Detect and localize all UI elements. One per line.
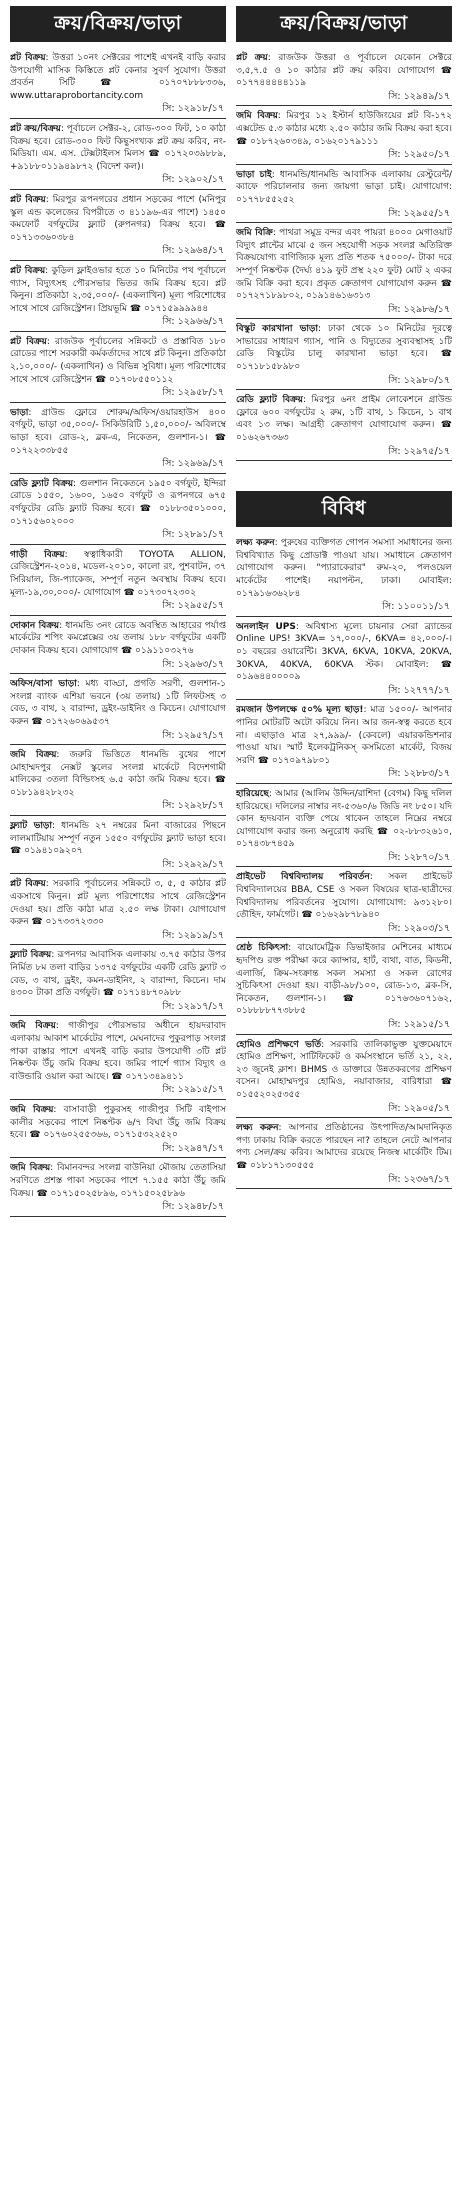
ad-body: : সরকারি তালিকাভুক্ত যুক্তমেয়াদে হোমিও প্রশিক্ষণ, সাটিফিকেট ও কর্মসংস্থানে ভর্তি ২১, ২২, ২৩ জুনেই ক্লাশ। BHMS ও ডাক্তারে উন্নতকরণের প্রশিক্ষণ বসেন। মোহাম্মদপুর হোমিও, নয়াবাজার, বারিধারা ☎ ০১৫৫২০২৫৩৫৫ [236,1039,452,1100]
ad-body: : রূপনগর আবাসিক এলাকায় ৩.৭৫ কাঠার উপর নির্মিত ৮ম তলা বাড়ির ১৩৭৫ বর্গফুটের একটি রেডি ফ্ল্যাট ৩ বেড, ৩ বাথ, ড্রইং, কমন-ডাইনিং, ২ বারান্দা, কিচেন। দাম ৪৩০০ টাকা প্রতি বর্গফুট। ☎ ০১৭১৪৮৭০৯৮৮ [10,950,226,999]
left-column [10,6,226,2184]
classified-ad [236,319,452,390]
left-ads-list [10,48,226,1217]
ad-body: : মিরপুর ১২ ইস্টার্ন হাউজিংয়ের প্লট বি-১৭২ এক্সটেন্ড ৫.৩ কাঠার মধ্যে ২.৫০ কাঠার জমি বিক্রয় করা হবে। ☎ ০১৮৭২৬০৩৪৯, ০১৬২০১৭৯১১১ [236,111,452,147]
ad-body: : ধানমন্ডি ৩নং রোডে অবস্থিত আহারের পর্যাপ্ত মার্কেটের শপিং কমপ্লেক্সের ৩য় তলায় ১৮৮ বর্গফুটের একটি দোকান বিক্রয় হবে। যোগাযোগ ☎ ০১৯১১০৩২৭৬ [10,620,226,656]
ad-reference-code: সি: ১২৯৫০/১৭ [236,148,452,165]
classified-ad [236,223,452,319]
ad-reference-code: সি: ১২৯১৮/১৭ [10,102,226,119]
ad-body: : পুরুষের ব্যক্তিগত গোপন সমস্যা সমাধানের জন্য বিশ্ববিখ্যাত কিছু প্রোডাক্ট পাওয়া যায়। সমাধানে ক্রেতাগণ যোগাযোগ করুন। "প্যারাকেরার" রুম-২০, পলওয়েল মার্কেটের পাশেই। নয়াপল্টন, ঢাকা। মোবাইল: ০১৭৯১৬৩৬২৮৪ [236,538,452,599]
ad-body: : স্বত্বাধিকারী TOYOTA ALLION, রেজিস্ট্রেশন-২০১৪, মডেল-২০১০, কালো রং, পুশবাটন, ৩৭ সিরিয়াল, জি-প্যাকেজ, সম্পূর্ণ নতুন অবস্থায় বিক্রয় হবে। মূল্য-১৯,৩০,০০০/- যোগাযোগ ☎ ০১৭৩০৭২৩০২ [10,549,226,598]
ad-reference-code: সি: ১২৯০৩/১৭ [236,922,452,939]
ad-headline: রেডি ফ্ল্যাট বিক্রয় [10,478,74,489]
ad-headline: লক্ষ্য করুন [236,1123,279,1134]
classified-ad [10,1158,226,1216]
classified-ad [10,745,226,816]
ad-headline: অনলাইন UPS [236,621,296,632]
ad-reference-code: সি: ১২৯৬৬/১৭ [10,315,226,332]
ad-body: : রাজউক উত্তরা ও পূর্বাচলে যেকোন সেক্টরে ৩,৫,৭.৫ ও ১০ কাঠার প্লট ক্রয় করিব। যোগাযোগ ☎ ০১৭৭৪৪৪৪৪১১৯ [236,53,452,89]
ad-body: : আমার (আলিম উদ্দিন/রাশিদা (বেগম) কিছু দলিল হারিয়েছে। দলিলের নাম্বার নং-৫৩৬০/৬ জিডি নং ৮৫০। যদি কোন হৃদয়বান ব্যক্তি পেয়ে থাকেন তাহলে নিম্নের নম্বরে যোগাযোগ করার জন্য অনুরোধ করছি ☎ ০২-৮৮৩২৬১০, ০১৭৪৩৮৭৪৫৯ [236,788,452,850]
ad-body: : বায়োমেট্রিক ডিভাইজার মেশিনের মাধ্যমে হৃদপিণ্ড রক্ত পরীক্ষা করে ক্যান্সার, হার্ট, ব্যথা, বাত, কিডনী, এলার্জি, ক্রিম-সংক্রান্ত সকল সমস্যা ও সকল রোগের সুচিকিৎসা দেওয়া হয়। বাড়ী-৯৮/১০০, রোড-১৩, ব্লক-সি, নিকেতন, গুলশান-১। ☎ ০১৭৬৩৬০৭১৬২, ০১৮৮৮৮৭৭৩৮৮৫ [236,943,452,1017]
ad-reference-code: সি: ১২৯১৭/১৭ [10,1000,226,1017]
ad-headline: প্লট বিক্রয় [10,53,46,63]
ad-body: : মিরপুর ৬নং প্রাইম লোকেশনে গ্রাউন্ড ফ্লোরে ৬০০ বর্গফুটের ২ রুম, ১টি বাথ, ১ কিচেন, ১ বাথ এবং ১৩ লক্ষ। আগ্রহী ক্রেতাগণ যোগাযোগ করুন। ☎ ০১৬২৬৭৩৬৩ [236,395,452,444]
classified-ad [10,616,226,674]
ad-reference-code: সি: ১২৭৭৭/১৭ [236,684,452,701]
ad-headline: জমি বিক্রয় [10,1021,56,1032]
ad-headline: জমি বিক্রয় [10,1163,51,1174]
ad-body: : জরুরি ভিত্তিতে ধানমন্ডি বুথের পাশে মোহাম্মদপুর নেক্সট স্কুলের সংলগ্ন মার্কেটে বিদেশগামী মালিকের ৩তলা বিল্ডিংসহ ৬.৫ কাঠা জমি বিক্রয় হবে। ☎ ০১৮১৯৪২৮২৩২ [10,750,226,798]
classified-ad [236,784,452,868]
ad-body: : পাথরা সমুদ্র বন্দর এবং পায়রা ৪০০০ মেগাওয়াট বিদ্যুৎ প্লান্টের মাঝে ৫ জন সহযোগী সড়ক সংলগ্ন অতিরিক্ত বিক্রয়যোগ্য বাণিজ্যিক মূল্য প্রতি শতক ৭৫০০০/- টাকা দরে সম্পূর্ণ নিষ্কণ্টক (দৈর্ঘ্য ৪১৯ ফুট প্রস্থ ২২০ ফুট) মোট ২ একর জমি বিক্রি করা হবে। প্রকৃত ক্রেতাগণ যোগাযোগ করুন ☎ ০১৭২৭১৮৯৮০২, ০১৯১৪৬১৬৩১৩ [236,228,452,302]
ad-body: : মধ্য বাড্ডা, প্রগতি সরণী, গুলশান-১ সংলগ্ন ব্যাংক এশিয়া ভবনে (৩য় তলায়) ১টি লিফটসহ ৩ বেড, ৩ বাথ, ২ বারান্দা, ড্রইং-ডাইনিং ও কিচেন। যোগাযোগ করুন ☎ ০১৭২৬০৬৯৫৩৭ [10,679,226,727]
ad-reference-code: সি: ১২৯২৯/১৭ [10,858,226,875]
ad-headline: প্লট বিক্রয় [10,194,46,205]
classified-ad [236,700,452,784]
ad-reference-code: সি: ১২৯৪৯/১৭ [236,90,452,107]
ad-body: : বিমানবন্দর সংলগ্ন বাউনিয়া মৌজায় তেতাসিয়া সরণিতে প্রশস্ত পাকা সড়কের পাশে ৭.১৫৫ কাঠা উঁচু জমি বিক্রয়। ☎ ০১৭১৫০২৫৮৯৬, ০১৭১৫০২৫৮৯৬ [10,1163,226,1199]
ad-reference-code: সি: ১২৯১৫/১৭ [236,1018,452,1035]
ad-reference-code: সি: ১২৯৬৩/১৭ [10,658,226,675]
classified-ad [10,403,226,474]
ad-reference-code: সি: ১২৯৫৫/১৭ [236,207,452,224]
ad-headline: ফ্ল্যাট ভাড়া [10,821,52,832]
ad-headline: ভাড়া চাই [236,169,272,180]
ad-reference-code: সি: ১২৮৯১/১৭ [10,528,226,545]
section-header-buy-sell-rent: ক্রয়/বিক্রয়/ভাড়া [10,6,226,42]
classified-ad [10,1100,226,1158]
ad-body: : মাত্র ১৫০০/- আপনার পানির মোটরটি অটো করিয়ে নিন। আর জন-স্বত্ব করতে হবে না। এছাড়াও মাত্র ২৭,৯৯৯/- (কেবলে) এয়ারকন্ডিশনার পাওয়া যায়। স্মার্ট ইলেকট্রনিকস্ কসমিতো মার্কেট, বিজয় সরণি ☎ ০১৭০৯৭৯৮০১ [236,705,452,766]
ad-headline: জমি বিক্রয় [236,111,278,122]
ad-body: : সকল প্রাইভেট বিশ্ববিদ্যালয়ের BBA, CSE ও সকল বিষয়ের ছাত্র-ছাত্রীদের বিশ্ববিদ্যালয় পরিবর্তনের সুযোগ। যোগাযোগ: ৯৩১২৮০। তৌহিদ, ফার্মগেট। ☎ ০১৬২৯৮৭৮৯৪০ [236,872,452,921]
ad-headline: জমি বিক্রয় [10,750,57,761]
ad-body: : রাজউক পূর্বাচলের সন্নিকটে ও প্রস্তাবিত ১৮০ রোডের পাশে সরকারী কর্মকর্তাদের সাথে প্লট কিনুন। প্রতিকাঠা ২,১০,০০০/- (একলাখিন) ও বিভিন্ন সুবিধা। মূল্য পরিশোধের সাথে সাথে রেজিস্ট্রেশন ☎ ০১৭০৮৫৫০১১২ [10,336,226,385]
ad-body: : উত্তরা ১০নং সেক্টরের পাশেই এখনই বাড়ি করার উপযোগী মাসিক কিস্তিতে প্লট কেনার সুবর্ণ সুযোগ। উত্তরা প্রবর্তন সিটি ☎ ০১৭০৭৮৮৮৩৩৬, www.uttaraprobortancity.com [10,53,226,101]
ad-body: : আপনার প্রতিষ্ঠানের উৎপাদিত/আমদানিকৃত পণ্য ঢাকায় বিক্রি করতে পারছেন না? তাহলে নেটে আপনার পণ্য সেল/ক্রয় করিব। আমাদের রয়েছে নিজস্ব মার্কেটিং টিম। ☎ ০১৮১৭১৩০৫৫৫ [236,1123,452,1171]
ad-reference-code: সি: ১২৯৬৪/১৭ [10,244,226,261]
ad-body: : অবিশ্বাস্য মূল্যে চায়নার সেরা ব্র্যান্ডের Online UPS! 3KVA= ১৭,০০০/-, 6KVA= ৪২,০০০/-। ০১ বছরের ওয়ারেন্টি। 3KVA, 6KVA, 10KVA, 20KVA, 30KVA, 40KVA, 60KVA স্টক। মোবাইল: ☎ ০১৯৬৪৪০০০০৯ [236,621,452,683]
ad-reference-code: সি: ১২৯৪৭/১৭ [10,1142,226,1159]
ad-body: : পূর্বাচলে সেক্টর-২, রোড-৩০০ ফিট, ১০ কাঠা বিক্রয় হবে। রোড-৩০০ ফিট কিছুসংখ্যক প্লট ক্রয় করিব, নং-মিডিয়া। এম. এস. টেক্সটাইলস মিলস ☎ ০১৭২০৩৯৮৮৯, +৯১৮৮০১১৯৪৯৮৭২ (বিদেশ কল)। [10,123,226,172]
classified-ad [10,874,226,945]
classified-ad [10,674,226,745]
ad-reference-code: সি: ১২৯৬৯/১৭ [10,457,226,474]
classified-ad [236,533,452,617]
ad-headline: হারিয়েছে [236,788,269,799]
ad-headline: প্লট বিক্রয় [10,265,46,276]
ad-headline: বিস্কুট কারখানা ভাড়া [236,324,319,335]
classified-ad [10,261,226,332]
section-gap [236,461,452,491]
ad-reference-code: সি: ১১০০১১/১৭ [236,600,452,617]
ad-body: : ধানমন্ডি ২৭ নম্বরের মিনা বাজারের পিছনে লালমাটিয়ায় সম্পূর্ণ নতুন ১৫৫০ বর্গফুটের ফ্ল্যাট ভাড়া হবে। ☎ ০১৯৪১০৯২০৭ [10,821,226,857]
classified-ad [10,545,226,616]
ad-headline: গাড়ী বিক্রয় [10,549,65,560]
ad-reference-code: সি: ১২৯৫৭/১৭ [10,729,226,746]
classified-ad [10,48,226,119]
ad-headline: হোমিও প্রশিক্ষণে ভর্তি [236,1039,322,1050]
classified-ad [236,1035,452,1119]
classified-ad [10,816,226,874]
ad-body: : গ্রাউন্ড ফ্লোরে শোরুম/অফিস/ওয়ারহাউস ৪০০ বর্গফুট, ভাড়া ৩৫,০০০/- সিকিউরিটি ১,৫০,০০০/- অবিলম্বে ভাড়া হবে। রোড-২, ব্লক-এ, নিকেতন, গুলশান-১। ☎ ০১৭২২৩৩৮৫৫ [10,407,226,456]
ad-reference-code: সি: ১২৯৮০/১৭ [236,374,452,391]
ad-reference-code: সি: ১২৯২৮/১৭ [10,799,226,816]
ad-body: : গুলশান নিকেতনে ১৯৫০ বর্গফুট, ইন্দিরা রোডে ১৫৫০, ১৬০০, ১৬৫০ বর্গফুট ও রূপনগরে ৬৭৫ বর্গফুটের রেডি ফ্ল্যাট বিক্রয় হবে। ☎ ০১৮৮৩৫০১০০০, ০১৭১৫৬০২০০০ [10,478,226,527]
ad-reference-code: সি: ১২৯১৯/১৭ [10,929,226,946]
ad-reference-code: সি: ১২৯৭৫/১৭ [236,445,452,462]
classified-ad [236,867,452,938]
right-column [236,6,452,2184]
ad-body: : ধানমন্ডি/ধানমন্ডি আবাসিক এলাকায় রেস্টুরেন্ট/ক্যাফে পরিচালনার জন্য জায়গা ভাড়া চাই। যোগাযোগ: ০১৭৭৮৫৫২৫২ [236,169,452,205]
ad-headline: শ্রেষ্ঠ চিকিৎসা [236,943,289,954]
ad-headline: ভাড়া [10,407,29,418]
ad-reference-code: সি: ১২৯৫৮/১৭ [10,386,226,403]
classified-ad [236,48,452,106]
ad-headline: প্রাইভেট বিশ্ববিদ্যালয় পরিবর্তন [236,872,370,883]
ad-reference-code: সি: ১২৯৮৬/১৭ [236,303,452,320]
ad-headline: প্লট বিক্রয় [10,879,46,890]
classified-ad [10,332,226,403]
ad-headline: অফিস/বাসা ভাড়া [10,679,77,690]
ad-headline: প্লট বিক্রয় [10,336,47,347]
classified-ad [236,165,452,223]
ad-reference-code: সি: ১২৯৪৮/১৭ [10,1200,226,1217]
ad-body: : সরকারি পূর্বাচলের সন্নিকটে ৩, ৫, ৫ কাঠার প্লট একসাথে কিনুন। প্লট মূল্য পরিশোধের সাথে রেজিস্ট্রেশন দেওয়া হয়। প্রতি কাঠা মাত্র ২.৫০ লক্ষ টাকা। যোগাযোগ করুন ☎ ০১৭৩৩৭২৩৩০ [10,879,226,928]
ad-headline: রমজান উপলক্ষে ৫০% মূল্য ছাড়! [236,705,364,716]
misc-ads-list [236,533,452,1189]
ad-reference-code: সি: ১২৮৮৩/১৭ [236,767,452,784]
ad-body: : মিরপুর রূপনগরের প্রধান সড়কের পাশে (মনিপুর স্কুল এন্ড কলেজের বিপরীতে ৩ ৪১১৯৬-এর পাশে) ১৪৫০ কমফোর্ট বর্গফুটের ফ্ল্যাট (রুপনগর) বিক্রয় হবে। ☎ ০১৭১৩৩৬০৩৮৪ [10,194,226,243]
section-header-miscellaneous: বিবিধ [236,491,452,527]
ad-reference-code: সি: ১২৩৬৭/১৭ [236,1173,452,1190]
classified-ad [236,938,452,1034]
classified-ad [236,106,452,164]
classified-ad [10,1016,226,1100]
ad-headline: ফ্ল্যাট বিক্রয় [10,950,52,961]
classified-ad [10,190,226,261]
section-header-buy-sell-rent-right: ক্রয়/বিক্রয়/ভাড়া [236,6,452,42]
ad-reference-code: সি: ১২৯০৫/১৭ [236,1102,452,1119]
ad-headline: জমি বিক্রি [236,228,273,239]
ad-headline: দোকান বিক্রয় [10,620,60,631]
ad-headline: জমি বিক্রয় [10,1104,54,1115]
ad-headline: রেডি ফ্ল্যাট বিক্রয় [236,395,303,406]
ad-headline: লক্ষ্য করুন [236,538,275,549]
ad-reference-code: সি: ১২৯০২/১৭ [10,173,226,190]
ad-body: : ঢাকা থেকে ১০ মিনিটের দূরত্বে সাভারের সাধারণ গ্যাস, পানি ও বিদ্যুতের সুব্যবস্থাসহ ১টি রেডি বিস্কুটের চালু কারখানা ভাড়া হবে। ☎ ০১৭১৮১৫৮৯৮০ [236,324,452,373]
right-ads-list [236,48,452,461]
classified-ad [10,474,226,545]
ad-body: : বাসাবাড়ী পুকুরসহ গাজীপুর সিটি বাইপাস কালীর সড়কের পাশে নিষ্কণ্টক ৬/৭ বিঘা উঁচু জমি বিক্রয় হবে। ☎ ০১৭৬০২৫৫৩৬৬, ০১৭১৫৩২২৫২০ [10,1104,226,1141]
classified-ad [236,1118,452,1189]
classified-ad [236,390,452,461]
ad-headline: প্লট ক্রয় [236,53,268,63]
ad-body: : গাজীপুর পৌরসভার অধীনে হায়দরাবাদ এলাকায় আকাশ মার্কেটের পাশে, মেঘনাদের পুকুরপাড় সংলগ্ন পাকা রাস্তার পাশে এখনই বাড়ি করার উপযোগী ৩টি প্লট নিষ্কণ্টক উঁচু জমি বিক্রয় হবে। জমির পার্শে গ্যাস বিদ্যুৎ ও বাউন্ডারি ওয়াল করা আছে। ☎ ০১৭১৩৪৯৪১১ [10,1021,226,1082]
classified-ad [236,617,452,701]
ad-headline: প্লট ক্রয়/বিক্রয় [10,123,61,134]
classified-ad [10,945,226,1016]
classified-ad [10,119,226,190]
ad-body: : কুড়িল ফ্লাইওভার হতে ১০ মিনিটের পথ পূর্বাচলে গ্যাস, বিদ্যুৎসহ পৌরসভার ভিতর জমি বিক্রয় হবে। প্লট কিনুন। প্রতিকাঠা ২,৩৫,০০০/- (একলাখিন) মূল্য পরিশোধের সাথে সাথে রেজিস্ট্রেশন। প্রিয়ভূমি ☎ ০১৭১৫৯৯৯৯৪৪ [10,265,226,314]
ad-reference-code: সি: ১২৯৫৫/১৭ [10,599,226,616]
ad-reference-code: সি: ১২৯১৫/১৭ [10,1083,226,1100]
ad-reference-code: সি: ১২৮৭০/১৭ [236,851,452,868]
